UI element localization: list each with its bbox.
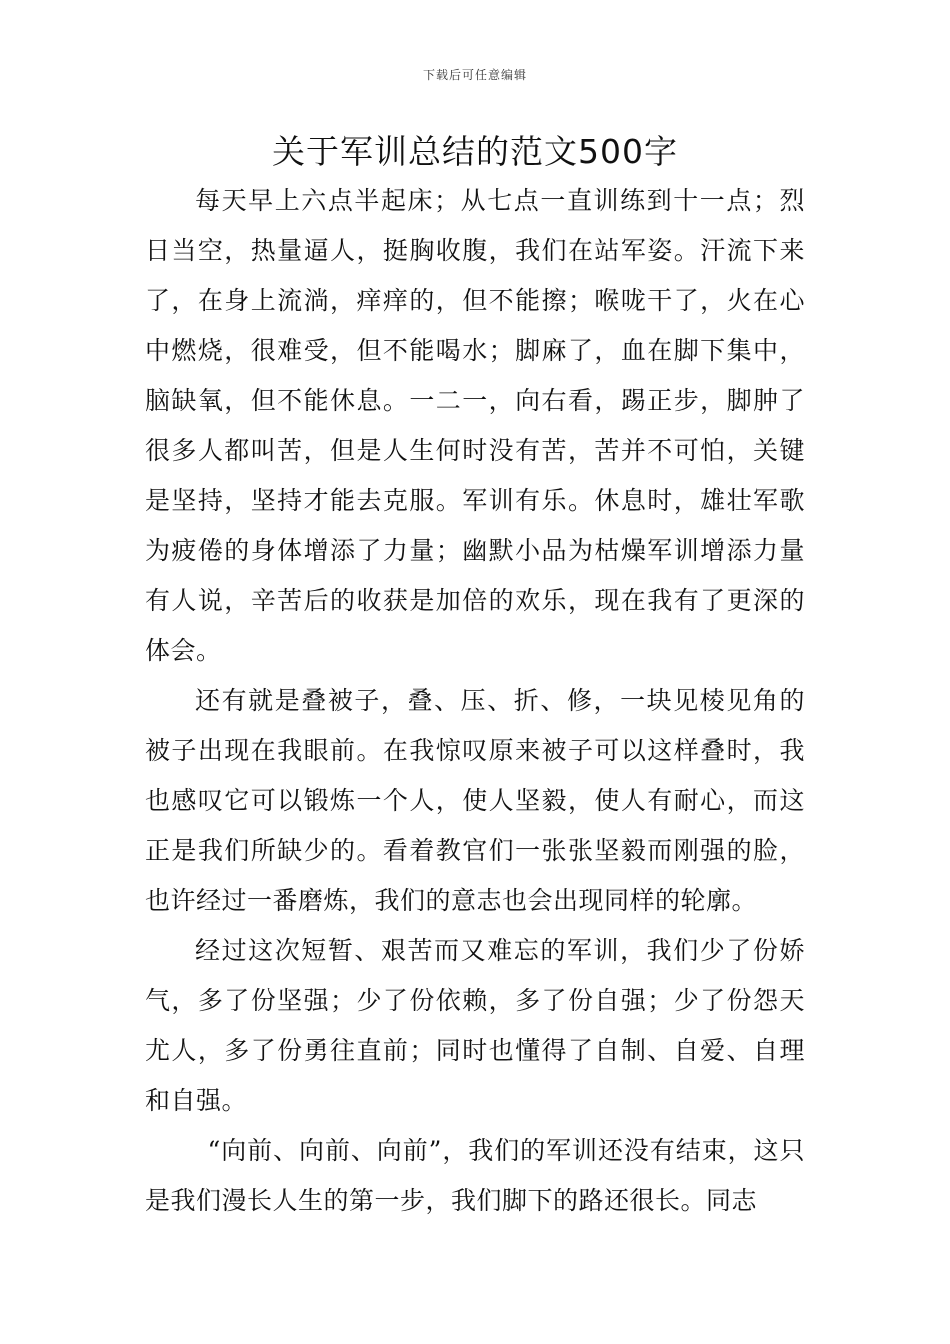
paragraph-quilt: 还有就是叠被子，叠、压、折、修，一块见棱见角的被子出现在我眼前。在我惊叹原来被子可以这样叠时，我也感叹它可以锻炼一个人，使人坚毅，使人有耐心，而这正是我们所缺少的。看着教官们一张张坚毅而刚强的脸，也许经过一番磨炼，我们的意志也会出现同样的轮廓。 <box>145 686 805 915</box>
paragraph-growth: 经过这次短暂、艰苦而又难忘的军训，我们少了份娇气，多了份坚强；少了份依赖，多了份自强；少了份怨天尤人，多了份勇往直前；同时也懂得了自制、自爱、自理和自强。 <box>145 936 805 1115</box>
document-body <box>145 176 805 1226</box>
paragraph-training: 每天早上六点半起床；从七点一直训练到十一点；烈日当空，热量逼人，挺胸收腹，我们在站军姿。汗流下来了，在身上流淌，痒痒的，但不能擦；喉咙干了，火在心中燃烧，很难受，但不能喝水；脚麻了，血在脚下集中，脑缺氧，但不能休息。一二一，向右看，踢正步，脚肿了很多人都叫苦，但是人生何时没有苦，苦并不可怕，关键是坚持，坚持才能去克服。军训有乐。休息时，雄壮军歌为疲倦的身体增添了力量；幽默小品为枯燥军训增添力量有人说，辛苦后的收获是加倍的欢乐，现在我有了更深的体会。 <box>145 186 805 665</box>
document-title: 关于军训总结的范文500字 <box>272 132 678 171</box>
header-note: 下载后可任意编辑 <box>422 68 527 82</box>
paragraph-forward: “向前、向前、向前”，我们的军训还没有结束，这只是我们漫长人生的第一步，我们脚下的路还很长。同志 <box>145 1136 805 1215</box>
